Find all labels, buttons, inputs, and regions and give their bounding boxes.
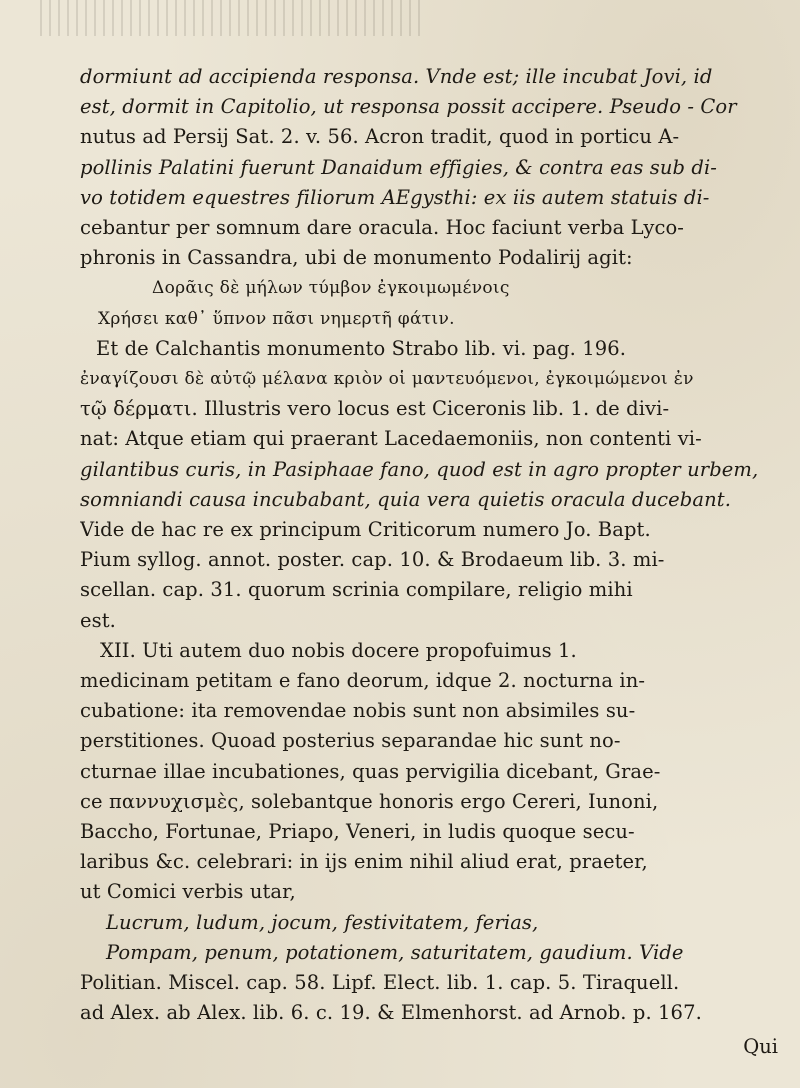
text-line: Et de Calchantis monumento Strabo lib. vi. pag. 196.: [96, 336, 627, 360]
text-line: somniandi causa incubabant, quia vera quietis oracula ducebant.: [80, 487, 731, 511]
text-line: ut Comici verbis utar,: [80, 880, 296, 904]
text-line: Lucrum, ludum, jocum, festivitatem, ferias,: [106, 910, 539, 934]
text-line: ad Alex. ab Alex. lib. 6. c. 19. & Elmenhorst. ad Arnob. p. 167.: [80, 1001, 702, 1025]
text-line: cubatione: ita removendae nobis sunt non absimiles su-: [80, 699, 636, 723]
text-line: Vide de hac re ex principum Criticorum numero Jo. Bapt.: [80, 518, 651, 542]
text-line: scellan. cap. 31. quorum scrinia compilare, religio mihi: [80, 578, 633, 602]
text-line: Baccho, Fortunae, Priapo, Veneri, in ludis quoque secu-: [80, 820, 635, 844]
text-line: nat: Atque etiam qui praerant Lacedaemoniis, non contenti vi-: [80, 427, 702, 451]
text-line: vo totidem equestres filiorum AEgysthi: ex iis autem statuis di-: [80, 185, 710, 209]
text-line: Pium syllog. annot. poster. cap. 10. & Brodaeum lib. 3. mi-: [80, 548, 665, 572]
text-line: cturnae illae incubationes, quas pervigilia dicebant, Grae-: [80, 759, 661, 783]
page-body-text: [80, 62, 780, 1029]
text-line: XII. Uti autem duo nobis docere propofuimus 1.: [100, 638, 577, 662]
catchword: Qui: [743, 1035, 778, 1058]
text-line: est, dormit in Capitolio, ut responsa possit accipere. Pseudo - Cor: [80, 95, 737, 119]
text-line: medicinam petitam e fano deorum, idque 2. nocturna in-: [80, 669, 646, 693]
text-line: est.: [80, 608, 116, 632]
text-line: cebantur per somnum dare oracula. Hoc faciunt verba Lyco-: [80, 216, 685, 240]
text-line: nutus ad Persij Sat. 2. v. 56. Acron tradit, quod in porticu A-: [80, 125, 680, 149]
text-line: τῷ δέρματι. Illustris vero locus est Ciceronis lib. 1. de divi-: [80, 397, 670, 421]
text-line: laribus &c. celebrari: in ijs enim nihil aliud erat, praeter,: [80, 850, 648, 874]
text-line: phronis in Cassandra, ubi de monumento Podalirij agit:: [80, 246, 633, 270]
text-line: ce παννυχισμὲς, solebantque honoris ergo Cereri, Iunoni,: [80, 789, 659, 813]
text-line: dormiunt ad accipienda responsa. Vnde est; ille incubat Jovi, id: [80, 65, 713, 88]
text-line: gilantibus curis, in Pasiphaae fano, quod est in agro propter urbem,: [80, 457, 759, 481]
text-line: perstitiones. Quoad posterius separandae hic sunt no-: [80, 729, 621, 753]
text-line: ἐναγίζουσι δὲ αὐτῷ μέλανα κριὸν οἱ μαντευόμενοι, ἐγκοιμώμενοι ἐν: [80, 369, 694, 390]
text-line: Pompam, penum, potationem, saturitatem, gaudium. Vide: [106, 940, 684, 964]
text-line: Χρήσει καθ᾽ ὕπνον πᾶσι νημερτῆ φάτιν.: [98, 308, 455, 329]
text-line: Politian. Miscel. cap. 58. Lipf. Elect. lib. 1. cap. 5. Tiraquell.: [80, 971, 680, 995]
text-line: Δορᾶις δὲ μήλων τύμβον ἐγκοιμωμένοις: [152, 278, 510, 299]
show-through-bleed: [40, 0, 420, 36]
text-line: pollinis Palatini fuerunt Danaidum effigies, & contra eas sub di-: [80, 155, 717, 179]
